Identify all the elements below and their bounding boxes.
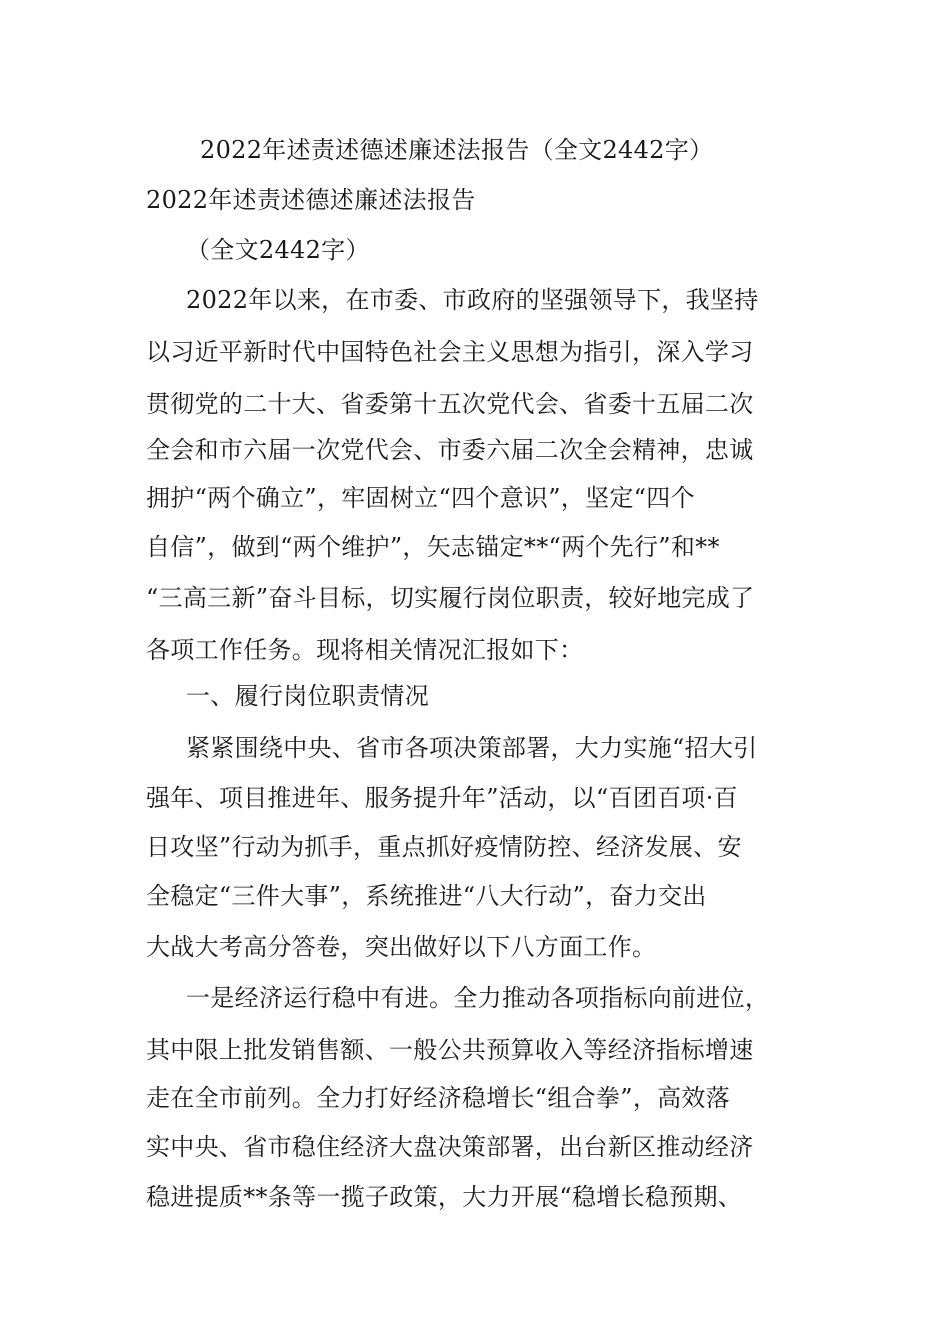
section-heading: 一、履行岗位职责情况 [186,682,429,710]
paragraph-line: 大战大考高分答卷，突出做好以下八方面工作。 [146,933,657,961]
paragraph-line: 一是经济运行稳中有进。全力推动各项指标向前进位， [186,984,770,1012]
paragraph-line: 实中央、省市稳住经济大盘决策部署，出台新区推动经济 [146,1133,754,1161]
paragraph-line: 其中限上批发销售额、一般公共预算收入等经济指标增速 [146,1036,754,1064]
paragraph-line: “三高三新”奋斗目标，切实履行岗位职责，较好地完成了 [146,584,755,612]
document-subtitle: 2022年述责述德述廉述法报告 [146,186,476,214]
paragraph-line: 以习近平新时代中国特色社会主义思想为指引，深入学习 [146,338,754,366]
word-count-note: （全文2442字） [186,236,370,264]
paragraph-line: 自信”，做到“两个维护”，矢志锚定**“两个先行”和** [146,533,720,561]
paragraph-line: 2022年以来，在市委、市政府的坚强领导下，我坚持 [186,286,759,314]
paragraph-line: 紧紧围绕中央、省市各项决策部署，大力实施“招大引 [186,734,758,762]
paragraph-line: 全会和市六届一次党代会、市委六届二次全会精神，忠诚 [146,436,754,464]
paragraph-line: 稳进提质**条等一揽子政策，大力开展“稳增长稳预期、 [146,1183,743,1211]
paragraph-line: 拥护“两个确立”，牢固树立“四个意识”，坚定“四个 [146,484,695,512]
paragraph-line: 全稳定“三件大事”，系统推进“八大行动”，奋力交出 [146,882,707,910]
paragraph-line: 走在全市前列。全力打好经济稳增长“组合拳”，高效落 [146,1084,731,1112]
document-title: 2022年述责述德述廉述法报告（全文2442字） [200,136,714,164]
paragraph-line: 日攻坚”行动为抓手，重点抓好疫情防控、经济发展、安 [146,833,742,861]
paragraph-line: 强年、项目推进年、服务提升年”活动，以“百团百项·百 [146,784,738,812]
paragraph-line: 贯彻党的二十大、省委第十五次党代会、省委十五届二次 [146,390,754,418]
paragraph-line: 各项工作任务。现将相关情况汇报如下： [146,636,584,664]
